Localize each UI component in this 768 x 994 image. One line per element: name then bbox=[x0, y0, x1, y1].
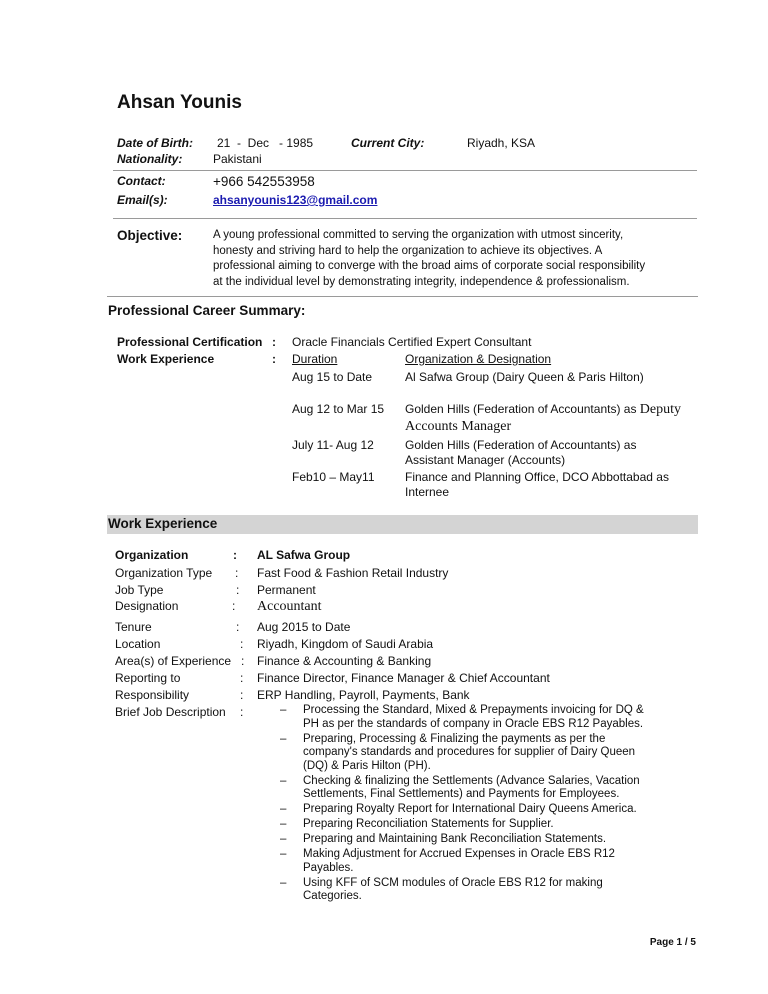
divider bbox=[113, 170, 697, 171]
work-experience-title: Work Experience bbox=[108, 516, 218, 531]
email-label: Email(s): bbox=[117, 193, 168, 207]
duration-header: Duration bbox=[292, 352, 338, 366]
objective-line: professional aiming to converge with the broad aims of corporate social responsibility bbox=[213, 260, 646, 273]
email-link[interactable]: ahsanyounis123@gmail.com bbox=[213, 193, 378, 207]
candidate-name: Ahsan Younis bbox=[117, 92, 242, 113]
job-duty-line: (DQ) & Paris Hilton (PH). bbox=[303, 759, 431, 772]
field-colon: : bbox=[240, 671, 244, 685]
career-designation: Assistant Manager (Accounts) bbox=[405, 453, 566, 467]
bullet-dash: – bbox=[280, 732, 287, 745]
field-colon: : bbox=[236, 583, 240, 597]
field-value: ERP Handling, Payroll, Payments, Bank bbox=[257, 688, 470, 702]
field-label: Brief Job Description bbox=[115, 705, 226, 719]
field-label: Reporting to bbox=[115, 671, 181, 685]
job-duty-line: Checking & finalizing the Settlements (Advance Salaries, Vacation bbox=[303, 774, 640, 787]
bullet-dash: – bbox=[280, 704, 287, 716]
bullet-dash: – bbox=[280, 803, 287, 816]
dob-value: 21 - Dec - 1985 bbox=[217, 136, 314, 150]
job-duty-line: Settlements, Final Settlements) and Payments for Employees. bbox=[303, 788, 620, 801]
career-organization: Al Safwa Group (Dairy Queen & Paris Hilton) bbox=[405, 370, 644, 384]
field-value: Accountant bbox=[257, 599, 322, 614]
job-duty-line: Preparing, Processing & Finalizing the payments as per the bbox=[303, 732, 606, 745]
field-value: Fast Food & Fashion Retail Industry bbox=[257, 566, 449, 580]
job-duty-item bbox=[280, 775, 700, 802]
bullet-dash: – bbox=[280, 833, 287, 846]
job-duty-item bbox=[280, 833, 700, 847]
bullet-dash: – bbox=[280, 774, 287, 787]
divider bbox=[113, 218, 697, 219]
job-duty-line: company's standards and procedures for supplier of Dairy Queen bbox=[303, 746, 636, 759]
job-duty-line: Using KFF of SCM modules of Oracle EBS R12 for making bbox=[303, 876, 603, 889]
job-duties-list bbox=[280, 704, 700, 905]
field-colon: : bbox=[232, 599, 236, 613]
bullet-dash: – bbox=[280, 818, 287, 831]
job-duty-item bbox=[280, 848, 700, 875]
career-organization: Golden Hills (Federation of Accountants) as bbox=[405, 438, 637, 452]
page-number: Page 1 / 5 bbox=[649, 937, 696, 948]
objective-line: at the individual level by demonstrating integrity, independence & professionalism. bbox=[213, 275, 630, 288]
objective-line: A young professional committed to serving the organization with utmost sincerity, bbox=[213, 229, 624, 241]
organization-header: Organization & Designation bbox=[405, 352, 552, 366]
nationality-value: Pakistani bbox=[213, 152, 262, 166]
job-duty-line: Preparing Reconciliation Statements for Supplier. bbox=[303, 818, 554, 831]
divider bbox=[107, 296, 698, 297]
field-value: Finance Director, Finance Manager & Chief Accountant bbox=[257, 671, 550, 685]
work-experience-colon: : bbox=[272, 352, 276, 366]
objective-text bbox=[213, 228, 689, 290]
contact-value: +966 542553958 bbox=[213, 174, 315, 189]
field-colon: : bbox=[240, 688, 244, 702]
job-duty-line: Payables. bbox=[303, 861, 354, 874]
field-value: Permanent bbox=[257, 583, 316, 597]
bullet-dash: – bbox=[280, 876, 287, 889]
career-duration: July 11- Aug 12 bbox=[292, 438, 374, 452]
certification-colon: : bbox=[272, 335, 276, 349]
field-colon: : bbox=[235, 566, 239, 580]
work-experience-label: Work Experience bbox=[117, 352, 215, 366]
field-colon: : bbox=[233, 548, 237, 562]
job-duty-item bbox=[280, 733, 700, 774]
field-colon: : bbox=[240, 705, 244, 719]
field-label: Organization Type bbox=[115, 566, 213, 580]
bullet-dash: – bbox=[280, 848, 287, 861]
job-duty-item bbox=[280, 818, 700, 832]
objective-label: Objective: bbox=[117, 228, 183, 243]
field-colon: : bbox=[241, 654, 245, 668]
field-label: Location bbox=[115, 637, 161, 651]
field-label: Job Type bbox=[115, 583, 164, 597]
career-duration: Aug 15 to Date bbox=[292, 370, 373, 384]
job-duty-line: Preparing and Maintaining Bank Reconciliation Statements. bbox=[303, 833, 607, 846]
job-duty-line: Processing the Standard, Mixed & Prepayments invoicing for DQ & bbox=[303, 704, 644, 716]
career-organization: Finance and Planning Office, DCO Abbottabad as bbox=[405, 470, 669, 484]
career-duration: Aug 12 to Mar 15 bbox=[292, 402, 385, 416]
field-label: Organization bbox=[115, 548, 189, 562]
dob-label: Date of Birth: bbox=[117, 136, 193, 150]
field-colon: : bbox=[240, 637, 244, 651]
nationality-label: Nationality: bbox=[117, 152, 183, 166]
job-duty-line: PH as per the standards of company in Oracle EBS R12 Payables. bbox=[303, 717, 644, 730]
job-duty-line: Preparing Royalty Report for International Dairy Queens America. bbox=[303, 803, 637, 816]
job-duty-line: Categories. bbox=[303, 890, 362, 903]
job-duty-line: Making Adjustment for Accrued Expenses in Oracle EBS R12 bbox=[303, 848, 615, 861]
career-summary-title: Professional Career Summary: bbox=[108, 303, 306, 318]
field-label: Responsibility bbox=[115, 688, 190, 702]
job-duty-item bbox=[280, 803, 700, 817]
certification-label: Professional Certification bbox=[117, 335, 263, 349]
career-organization-text: Golden Hills (Federation of Accountants) as bbox=[405, 402, 637, 416]
contact-label: Contact: bbox=[117, 174, 166, 188]
career-designation-serif: Deputy bbox=[639, 402, 682, 417]
career-designation: Accounts Manager bbox=[405, 419, 512, 434]
field-label: Tenure bbox=[115, 620, 152, 634]
field-value: Riyadh, Kingdom of Saudi Arabia bbox=[257, 637, 434, 651]
objective-line: honesty and striving hard to help the organization to achieve its objectives. A bbox=[213, 244, 603, 257]
field-value: AL Safwa Group bbox=[257, 548, 351, 562]
city-label: Current City: bbox=[351, 136, 425, 150]
city-value: Riyadh, KSA bbox=[467, 136, 536, 150]
field-label: Area(s) of Experience bbox=[115, 654, 232, 668]
job-duty-item bbox=[280, 704, 700, 731]
field-label: Designation bbox=[115, 599, 179, 613]
career-organization bbox=[405, 402, 681, 418]
career-duration: Feb10 – May11 bbox=[292, 470, 375, 484]
job-duty-item bbox=[280, 877, 700, 904]
field-value: Finance & Accounting & Banking bbox=[257, 654, 432, 668]
certification-value: Oracle Financials Certified Expert Consultant bbox=[292, 335, 532, 349]
career-designation: Internee bbox=[405, 485, 450, 499]
field-colon: : bbox=[236, 620, 240, 634]
field-value: Aug 2015 to Date bbox=[257, 620, 351, 634]
